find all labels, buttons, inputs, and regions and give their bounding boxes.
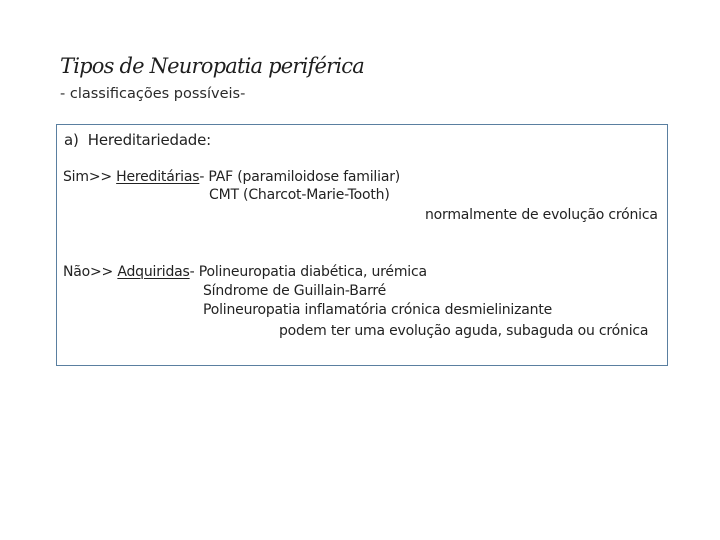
acquired-note: podem ter uma evolução aguda, subaguda ou crónica [279,323,649,339]
heading-hereditariedade [64,131,211,149]
hereditary-item-cmt: CMT (Charcot-Marie-Tooth) [209,187,390,203]
hereditary-label: Hereditárias [116,169,200,185]
hereditary-row [63,169,400,185]
slide-title: Tipos de Neuropatia periférica [60,54,364,78]
acquired-prefix: Não>> [63,264,114,280]
acquired-item-cidp: Polineuropatia inflamatória crónica desmielinizante [203,302,553,318]
acquired-row [63,264,427,280]
heading-marker: a) [64,131,79,149]
heading-text: Hereditariedade [87,131,207,149]
acquired-item-guillain-barre: Síndrome de Guillain-Barré [203,283,387,299]
heading-colon: : [206,131,212,149]
hereditary-note: normalmente de evolução crónica [425,207,658,223]
hereditary-item-paf: - PAF (paramiloidose familiar) [199,169,401,185]
hereditary-prefix: Sim>> [63,169,112,185]
acquired-item-diabetic: - Polineuropatia diabética, urémica [189,264,427,280]
acquired-label: Adquiridas [117,264,190,280]
slide-subtitle: - classificações possíveis- [60,86,246,102]
classification-box [56,124,668,366]
